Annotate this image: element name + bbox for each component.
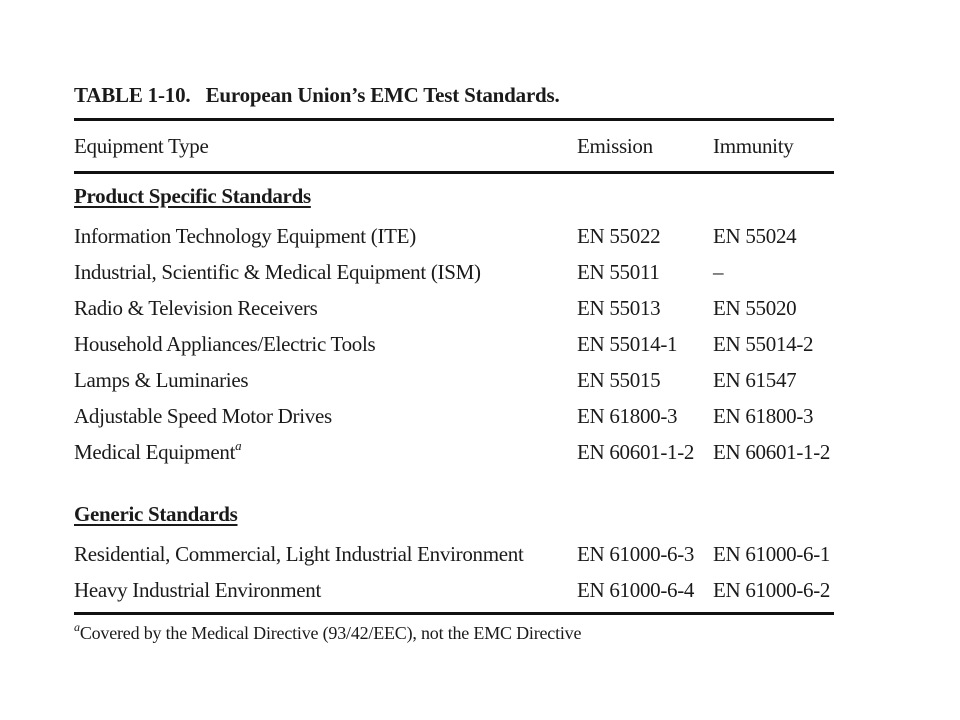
table-row [74, 326, 834, 362]
emission-standard-cell: EN 55011 [577, 260, 660, 284]
table-row [74, 572, 834, 608]
immunity-standard-cell: EN 55014-2 [713, 332, 814, 356]
equipment-type-text: Medical Equipment [74, 440, 236, 464]
immunity-standard-cell: EN 55024 [713, 224, 797, 248]
table-row [74, 536, 834, 572]
emission-standard-cell: EN 61000-6-4 [577, 578, 695, 602]
equipment-type-text: Residential, Commercial, Light Industrial Environment [74, 542, 524, 566]
section-heading-row [74, 174, 834, 218]
equipment-type-text: Radio & Television Receivers [74, 296, 318, 320]
section-spacer [74, 470, 834, 492]
standards-table-block [74, 78, 834, 644]
immunity-standard-cell: EN 60601-1-2 [713, 440, 831, 464]
equipment-type-cell [74, 254, 577, 290]
immunity-standard-cell: EN 61000-6-2 [713, 578, 831, 602]
emission-standard-cell: EN 60601-1-2 [577, 440, 695, 464]
immunity-standard-cell: EN 61000-6-1 [713, 542, 831, 566]
equipment-type-text: Adjustable Speed Motor Drives [74, 404, 332, 428]
equipment-type-text: Lamps & Luminaries [74, 368, 249, 392]
standards-table [74, 121, 834, 608]
table-footnote [74, 620, 834, 644]
equipment-type-text: Household Appliances/Electric Tools [74, 332, 376, 356]
footnote-text: Covered by the Medical Directive (93/42/EEC), not the EMC Directive [79, 623, 582, 643]
section-heading: Product Specific Standards [74, 184, 311, 208]
section-heading-row [74, 492, 834, 536]
equipment-type-cell [74, 218, 577, 254]
section-heading: Generic Standards [74, 502, 238, 526]
equipment-type-text: Heavy Industrial Environment [74, 578, 322, 602]
table-row [74, 218, 834, 254]
emission-standard-cell: EN 55022 [577, 224, 661, 248]
immunity-standard-cell: EN 61800-3 [713, 404, 814, 428]
equipment-type-cell [74, 398, 577, 434]
table-row [74, 290, 834, 326]
emission-standard-cell: EN 55013 [577, 296, 661, 320]
table-header-row [74, 121, 834, 171]
equipment-type-text: Information Technology Equipment (ITE) [74, 224, 416, 248]
footnote-mark: a [235, 438, 242, 453]
table-row [74, 398, 834, 434]
header-immunity: Immunity [713, 134, 794, 158]
emission-standard-cell: EN 55015 [577, 368, 661, 392]
equipment-type-cell [74, 572, 577, 608]
equipment-type-cell [74, 434, 577, 470]
equipment-type-cell [74, 326, 577, 362]
table-row [74, 434, 834, 470]
footnote-mark: a [74, 620, 80, 634]
emission-standard-cell: EN 61800-3 [577, 404, 678, 428]
header-emission: Emission [577, 134, 653, 158]
emission-standard-cell: EN 55014-1 [577, 332, 678, 356]
table-row [74, 254, 834, 290]
immunity-standard-cell: EN 61547 [713, 368, 797, 392]
immunity-standard-cell: EN 55020 [713, 296, 797, 320]
table-title: TABLE 1-10. European Union’s EMC Test Standards. [74, 83, 560, 107]
equipment-type-cell [74, 362, 577, 398]
table-row [74, 362, 834, 398]
equipment-type-cell [74, 290, 577, 326]
emission-standard-cell: EN 61000-6-3 [577, 542, 695, 566]
table-bottom-rule [74, 612, 834, 615]
header-equipment-type: Equipment Type [74, 134, 209, 158]
equipment-type-cell [74, 536, 577, 572]
equipment-type-text: Industrial, Scientific & Medical Equipment (ISM) [74, 260, 481, 284]
immunity-standard-cell: – [713, 260, 724, 284]
